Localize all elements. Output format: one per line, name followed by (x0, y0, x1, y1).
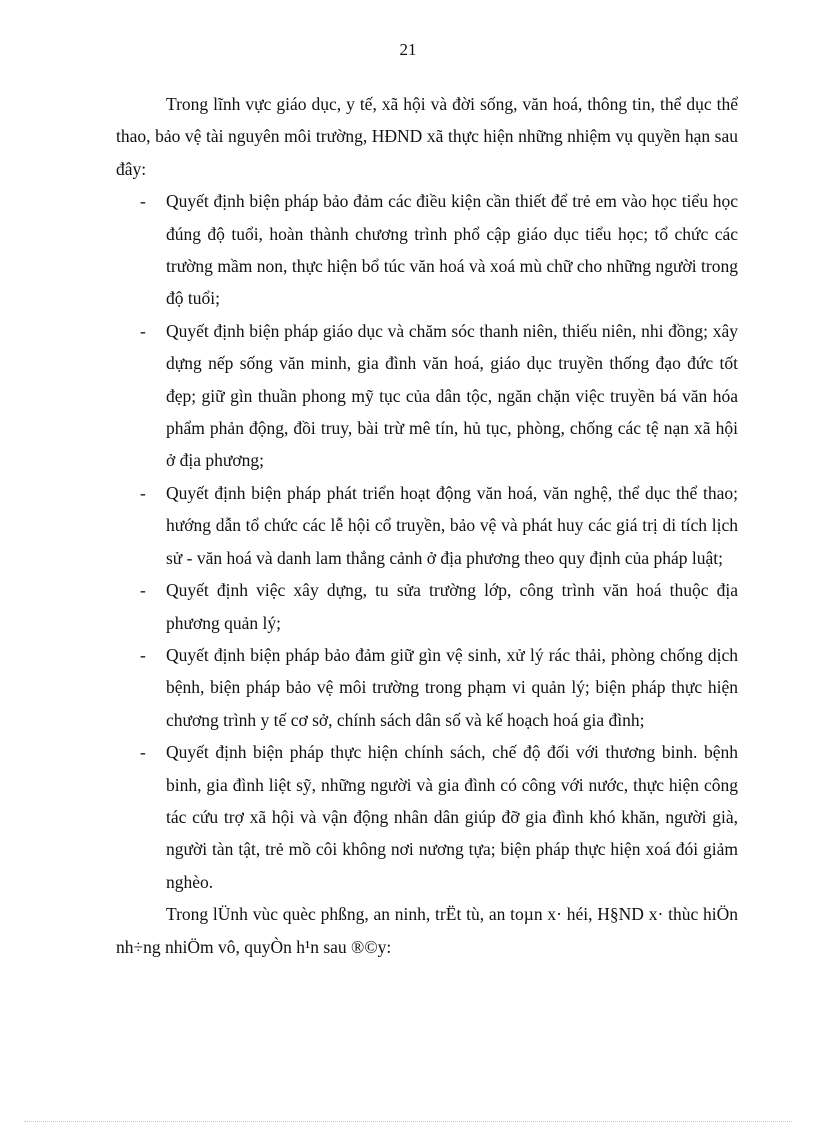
bullet-item (116, 639, 738, 736)
document-body (116, 88, 738, 963)
intro-paragraph: Trong lĩnh vực giáo dục, y tế, xã hội và đời sống, văn hoá, thông tin, thể dục thể thao, bảo vệ tài nguyên môi trường, HĐND xã thực hiện những nhiệm vụ quyền hạn sau đây: (116, 94, 738, 179)
bullet-dash: - (140, 644, 146, 665)
bullet-text: Quyết định biện pháp bảo đảm các điều kiện cần thiết để trẻ em vào học tiểu học đúng độ tuổi, hoàn thành chương trình phổ cập giáo dục tiểu học; tổ chức các trường mầm non, thực hiện bổ túc văn hoá và xoá mù chữ cho những người trong độ tuổi; (166, 191, 738, 309)
page-number: 21 (399, 40, 417, 59)
bullet-text: Quyết định biện pháp giáo dục và chăm sóc thanh niên, thiếu niên, nhi đồng; xây dựng nếp sống văn minh, gia đình văn hoá, giáo dục truyền thống đạo đức tốt đẹp; giữ gìn thuần phong mỹ tục của dân tộc, ngăn chặn việc truyền bá văn hóa phẩm phản động, đồi truy, bài trừ mê tín, hủ tục, phòng, chống các tệ nạn xã hội ở địa phương; (166, 320, 738, 471)
closing-paragraph: Trong lÜnh vùc quèc phßng, an ninh, trËt tù, an toµn x· héi, H§ND x· thùc hiÖn nh÷ng nhiÖm vô, quyÒn h¹n sau ®©y: (116, 904, 738, 957)
bullet-dash: - (140, 320, 146, 341)
bullet-item (116, 185, 738, 315)
bullet-item (116, 574, 738, 639)
bullet-text: Quyết định việc xây dựng, tu sửa trường lớp, công trình văn hoá thuộc địa phương quản lý; (166, 580, 738, 633)
bullet-text: Quyết định biện pháp phát triển hoạt động văn hoá, văn nghệ, thể dục thể thao; hướng dẫn tổ chức các lễ hội cổ truyền, bảo vệ và phát huy các giá trị di tích lịch sử - văn hoá và danh lam thắng cảnh ở địa phương theo quy định của pháp luật; (166, 482, 738, 568)
bullet-list (116, 185, 738, 898)
page-bottom-divider (24, 1121, 792, 1122)
bullet-text: Quyết định biện pháp thực hiện chính sách, chế độ đối với thương binh. bệnh binh, gia đình liệt sỹ, những người và gia đình có công với nước, thực hiện công tác cứu trợ xã hội và vận động nhân dân giúp đỡ gia đình khó khăn, người già, người tàn tật, trẻ mồ côi không nơi nương tựa; biện pháp thực hiện xoá đói giảm nghèo. (166, 742, 738, 892)
bullet-text: Quyết định biện pháp bảo đảm giữ gìn vệ sinh, xử lý rác thải, phòng chống dịch bệnh, biện pháp bảo vệ môi trường trong phạm vi quản lý; biện pháp thực hiện chương trình y tế cơ sở, chính sách dân số và kế hoạch hoá gia đình; (166, 644, 738, 730)
bullet-item (116, 477, 738, 574)
bullet-dash: - (140, 580, 146, 601)
bullet-dash: - (140, 482, 146, 503)
bullet-dash: - (140, 191, 146, 212)
bullet-item (116, 736, 738, 898)
bullet-dash: - (140, 742, 146, 763)
bullet-item (116, 315, 738, 477)
